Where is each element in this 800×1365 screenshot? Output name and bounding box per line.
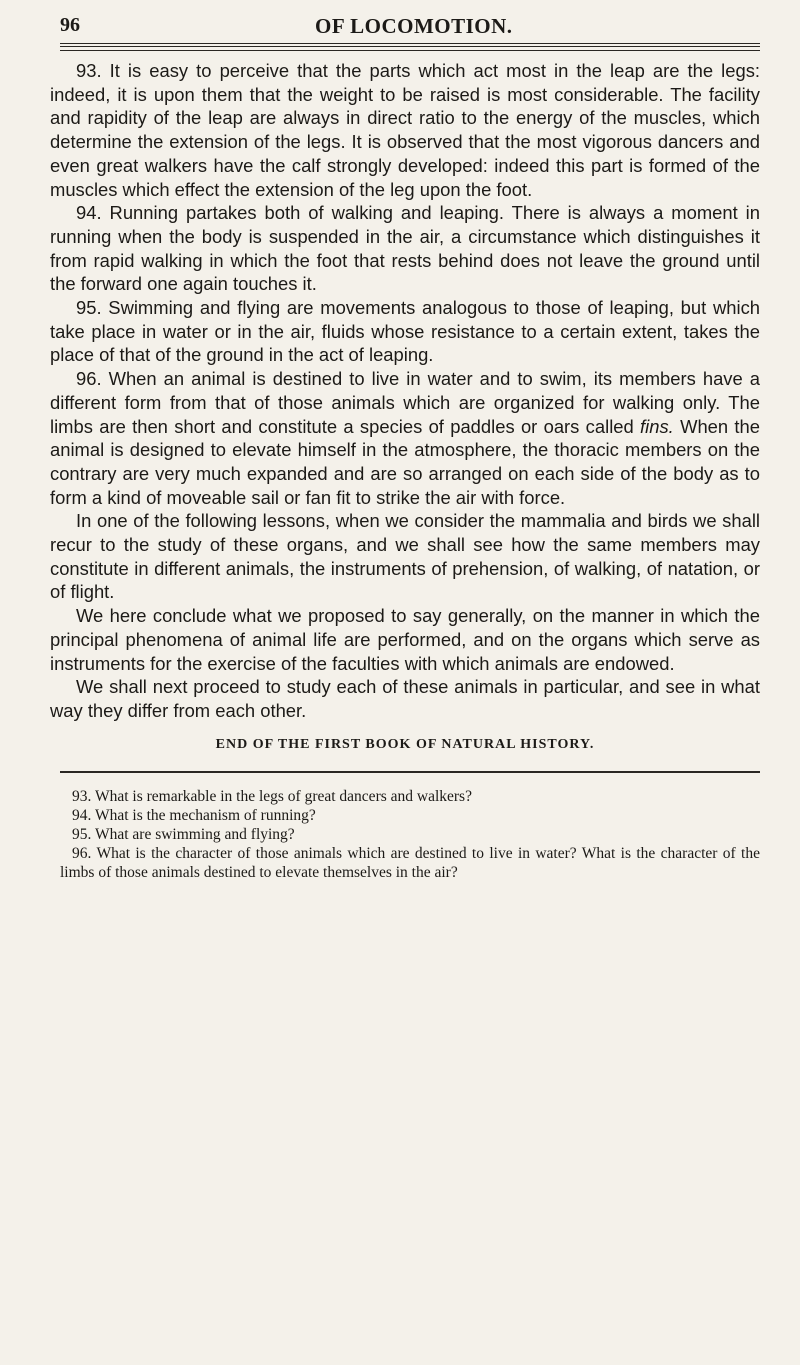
header-double-rule — [60, 46, 760, 51]
paragraph-94: 94. Running partakes both of walking and leaping. There is always a moment in running when the body is suspended in the air, a circumstance which distinguishes it from rapid walking in which the foot that rests behind does not leave the ground until the forward one again touches it. — [50, 202, 760, 295]
paragraph-96 — [50, 367, 760, 509]
paragraph-93: 93. It is easy to perceive that the parts which act most in the leap are the legs: indeed, it is upon them that the weight to be raised is most considerable. The facility and rapidity of the leap are always in direct ratio to the energy of the muscles, which determine the extension of the legs. It is observed that the most vigorous dancers and even great walkers have the calf strongly developed: indeed this part is formed of the muscles which effect the extension of the leg upon the foot. — [50, 60, 760, 200]
question-93: 93. What is remarkable in the legs of great dancers and walkers? — [72, 787, 472, 805]
paragraph-96-end: When the animal is designed to elevate himself in the atmosphere, the thoracic members on the contrary are very much expanded and are so arranged on each side of the body as to form a kind of moveable sail or fan fit to strike the air with force. — [50, 415, 760, 508]
page-number: 96 — [60, 14, 80, 36]
body-text — [50, 59, 760, 723]
question-95: 95. What are swimming and flying? — [72, 825, 295, 843]
page-header — [50, 10, 760, 46]
paragraph-following-lessons: In one of the following lessons, when we consider the mammalia and birds we shall recur to the study of these organs, and we shall see how the same members may constitute in different animals, the instruments of prehension, of walking, of natation, or of flight. — [50, 510, 760, 603]
footnote-rule — [60, 771, 760, 773]
italic-term-fins: fins. — [640, 415, 674, 437]
header-rule — [60, 43, 760, 44]
running-head: OF LOCOMOTION. — [315, 14, 513, 38]
paragraph-96-start: 96. When an animal is destined to live in water and to swim, its members have a different form from that of those animals which are organized for walking only. The limbs are then short and constitute a species of paddles or oars called — [50, 368, 760, 437]
review-questions — [60, 787, 760, 882]
paragraph-95: 95. Swimming and flying are movements analogous to those of leaping, but which take place in water or in the air, fluids whose resistance to a certain extent, takes the place of that of the ground in the act of leaping. — [50, 297, 760, 366]
book-page — [0, 10, 800, 1365]
paragraph-conclusion: We here conclude what we proposed to say generally, on the manner in which the principal phenomena of animal life are performed, and on the organs which serve as instruments for the exercise of the faculties with which animals are endowed. — [50, 605, 760, 674]
question-96: 96. What is the character of those animals which are destined to live in water? What is the character of the limbs of those animals destined to elevate themselves in the air? — [60, 844, 760, 881]
paragraph-next: We shall next proceed to study each of these animals in particular, and see in what way they differ from each other. — [50, 676, 760, 721]
question-94: 94. What is the mechanism of running? — [72, 806, 316, 824]
end-of-book-line: END OF THE FIRST BOOK OF NATURAL HISTORY. — [215, 736, 595, 752]
